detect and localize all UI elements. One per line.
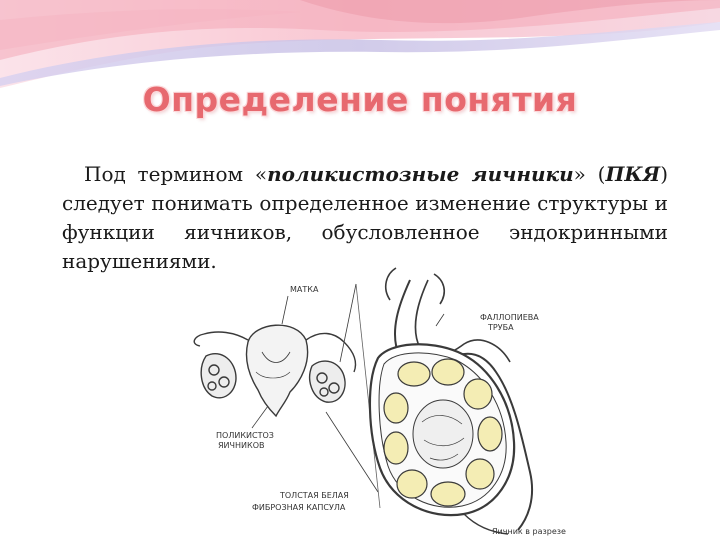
paragraph-tail: ) следует понимать определенное изменение структуры и функции яичников, обусловленное эндокринными нарушениями. (62, 162, 668, 273)
slide-title: Определение понятия (142, 80, 578, 119)
decorative-banner (0, 0, 720, 90)
paragraph-mid: » ( (573, 162, 606, 186)
uterus-drawing (246, 325, 307, 416)
label-ovary-section: Яичник в разрезе (492, 527, 566, 536)
ovary-stroma (413, 400, 473, 468)
label-tube-line2: ТРУБА (488, 323, 514, 332)
polycystic-ovary-illustration (178, 262, 580, 540)
definition-paragraph (62, 160, 668, 276)
label-capsule-line2: ФИБРОЗНАЯ КАПСУЛА (252, 503, 346, 512)
label-uterus: МАТКА (290, 285, 319, 294)
left-tube (194, 332, 248, 346)
paragraph-lead: Под термином « (84, 162, 268, 186)
label-pco-line1: ПОЛИКИСТОЗ (216, 431, 274, 440)
label-pco-line2: ЯИЧНИКОВ (218, 441, 265, 450)
label-tube-line1: ФАЛЛОПИЕВА (480, 313, 539, 322)
label-capsule-line1: ТОЛСТАЯ БЕЛАЯ (280, 491, 349, 500)
paragraph-abbreviation: ПКЯ (605, 162, 661, 186)
paragraph-term: поликистозные яичники (267, 162, 574, 186)
right-ovary (310, 361, 345, 402)
left-ovary (201, 354, 236, 398)
